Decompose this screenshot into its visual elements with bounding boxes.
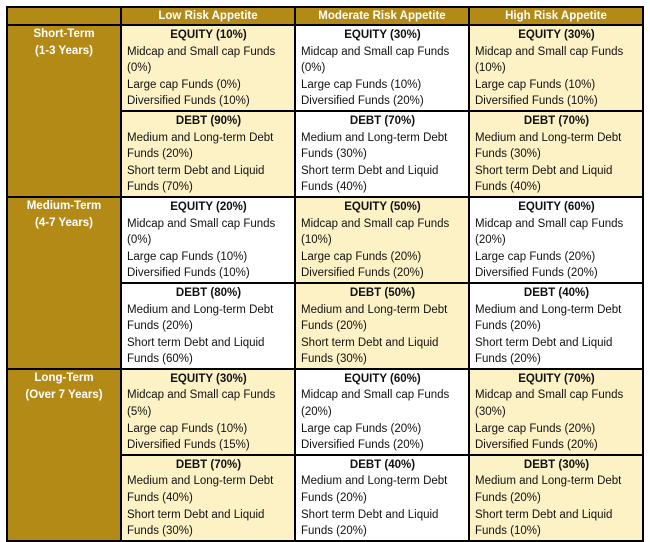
column-header-high-risk: High Risk Appetite — [469, 7, 643, 25]
equity-header: EQUITY (30%) — [170, 372, 247, 385]
row-header-horizon — [7, 369, 121, 541]
fund-allocation-line: Short term Debt and Liquid Funds (40%) — [301, 164, 439, 194]
equity-header: EQUITY (30%) — [344, 29, 421, 41]
allocation-table-body — [7, 25, 643, 541]
row-header-horizon — [7, 25, 121, 197]
equity-header: EQUITY (60%) — [344, 372, 421, 385]
fund-allocation-line: Short term Debt and Liquid Funds (30%) — [301, 336, 439, 366]
column-header-moderate-risk: Moderate Risk Appetite — [295, 7, 469, 25]
debt-allocation-cell-high-risk — [469, 455, 643, 541]
table-row — [7, 197, 643, 283]
horizon-title: Short-Term — [33, 28, 95, 40]
fund-allocation-line: Diversified Funds (20%) — [301, 267, 424, 280]
fund-allocation-line: Medium and Long-term Debt Funds (20%) — [127, 131, 274, 161]
table-row — [7, 369, 643, 455]
debt-allocation-cell-high-risk — [469, 283, 643, 369]
debt-allocation-cell-low-risk — [121, 283, 295, 369]
fund-allocation-line: Diversified Funds (10%) — [127, 95, 250, 108]
corner-cell — [7, 7, 121, 25]
fund-allocation-line: Large cap Funds (20%) — [301, 250, 422, 263]
equity-allocation-cell-low-risk — [121, 25, 295, 111]
equity-header: EQUITY (20%) — [170, 200, 247, 213]
equity-allocation-cell-moderate-risk — [295, 197, 469, 283]
fund-allocation-line: Midcap and Small cap Funds (0%) — [301, 45, 450, 75]
horizon-years: (Over 7 Years) — [25, 388, 103, 401]
debt-allocation-cell-moderate-risk — [295, 283, 469, 369]
table-row — [7, 25, 643, 111]
fund-allocation-line: Medium and Long-term Debt Funds (20%) — [127, 303, 274, 333]
debt-header: DEBT (70%) — [349, 114, 416, 127]
debt-allocation-cell-moderate-risk — [295, 455, 469, 541]
fund-allocation-line: Short term Debt and Liquid Funds (60%) — [127, 336, 265, 366]
fund-allocation-line: Large cap Funds (10%) — [127, 250, 248, 263]
fund-allocation-line: Diversified Funds (20%) — [301, 95, 424, 108]
fund-allocation-line: Midcap and Small cap Funds (30%) — [475, 389, 624, 419]
fund-allocation-line: Large cap Funds (10%) — [127, 422, 248, 435]
fund-allocation-line: Medium and Long-term Debt Funds (20%) — [475, 303, 622, 333]
fund-allocation-line: Medium and Long-term Debt Funds (30%) — [301, 131, 448, 161]
allocation-table — [6, 6, 644, 542]
fund-allocation-line: Large cap Funds (20%) — [475, 250, 596, 263]
debt-allocation-cell-low-risk — [121, 455, 295, 541]
equity-allocation-cell-high-risk — [469, 369, 643, 455]
fund-allocation-line: Midcap and Small cap Funds (0%) — [127, 45, 276, 75]
fund-allocation-line: Medium and Long-term Debt Funds (40%) — [127, 475, 274, 505]
allocation-table-wrapper — [6, 6, 644, 542]
fund-allocation-line: Short term Debt and Liquid Funds (10%) — [475, 508, 613, 538]
horizon-years: (1-3 Years) — [35, 45, 93, 57]
fund-allocation-line: Midcap and Small cap Funds (5%) — [127, 389, 276, 419]
row-header-horizon — [7, 197, 121, 369]
column-header-low-risk: Low Risk Appetite — [121, 7, 295, 25]
fund-allocation-line: Medium and Long-term Debt Funds (20%) — [301, 303, 448, 333]
fund-allocation-line: Medium and Long-term Debt Funds (20%) — [301, 475, 448, 505]
equity-header: EQUITY (50%) — [344, 200, 421, 213]
debt-header: DEBT (40%) — [349, 458, 416, 471]
column-header-row — [7, 7, 643, 25]
equity-header: EQUITY (10%) — [170, 29, 247, 41]
fund-allocation-line: Large cap Funds (10%) — [475, 78, 596, 91]
fund-allocation-line: Large cap Funds (20%) — [475, 422, 596, 435]
debt-allocation-cell-high-risk — [469, 111, 643, 197]
fund-allocation-line: Diversified Funds (10%) — [475, 95, 598, 108]
debt-header: DEBT (70%) — [523, 114, 590, 127]
fund-allocation-line: Midcap and Small cap Funds (20%) — [475, 217, 624, 247]
fund-allocation-line: Short term Debt and Liquid Funds (20%) — [301, 508, 439, 538]
equity-allocation-cell-high-risk — [469, 25, 643, 111]
fund-allocation-line: Medium and Long-term Debt Funds (20%) — [475, 475, 622, 505]
fund-allocation-line: Midcap and Small cap Funds (0%) — [127, 217, 276, 247]
equity-allocation-cell-moderate-risk — [295, 369, 469, 455]
debt-allocation-cell-moderate-risk — [295, 111, 469, 197]
equity-allocation-cell-moderate-risk — [295, 25, 469, 111]
fund-allocation-line: Diversified Funds (15%) — [127, 439, 250, 452]
horizon-title: Long-Term — [34, 371, 94, 384]
debt-header: DEBT (90%) — [175, 114, 242, 127]
fund-allocation-line: Midcap and Small cap Funds (10%) — [301, 217, 450, 247]
equity-header: EQUITY (60%) — [518, 200, 595, 213]
fund-allocation-line: Short term Debt and Liquid Funds (20%) — [475, 336, 613, 366]
equity-allocation-cell-high-risk — [469, 197, 643, 283]
equity-allocation-cell-low-risk — [121, 197, 295, 283]
fund-allocation-line: Large cap Funds (10%) — [301, 78, 422, 91]
debt-header: DEBT (50%) — [349, 286, 416, 299]
fund-allocation-line: Short term Debt and Liquid Funds (70%) — [127, 164, 265, 194]
fund-allocation-line: Midcap and Small cap Funds (20%) — [301, 389, 450, 419]
fund-allocation-line: Medium and Long-term Debt Funds (30%) — [475, 131, 622, 161]
horizon-years: (4-7 Years) — [35, 216, 93, 229]
debt-header: DEBT (70%) — [175, 458, 242, 471]
fund-allocation-line: Diversified Funds (20%) — [475, 267, 598, 280]
equity-allocation-cell-low-risk — [121, 369, 295, 455]
equity-header: EQUITY (70%) — [518, 372, 595, 385]
fund-allocation-line: Large cap Funds (20%) — [301, 422, 422, 435]
debt-header: DEBT (80%) — [175, 286, 242, 299]
fund-allocation-line: Midcap and Small cap Funds (10%) — [475, 45, 624, 75]
fund-allocation-line: Short term Debt and Liquid Funds (30%) — [127, 508, 265, 538]
equity-header: EQUITY (30%) — [518, 29, 595, 41]
horizon-title: Medium-Term — [26, 199, 102, 212]
fund-allocation-line: Diversified Funds (20%) — [475, 439, 598, 452]
fund-allocation-line: Short term Debt and Liquid Funds (40%) — [475, 164, 613, 194]
fund-allocation-line: Large cap Funds (0%) — [127, 78, 241, 91]
debt-allocation-cell-low-risk — [121, 111, 295, 197]
debt-header: DEBT (30%) — [523, 458, 590, 471]
fund-allocation-line: Diversified Funds (20%) — [301, 439, 424, 452]
fund-allocation-line: Diversified Funds (10%) — [127, 267, 250, 280]
debt-header: DEBT (40%) — [523, 286, 590, 299]
